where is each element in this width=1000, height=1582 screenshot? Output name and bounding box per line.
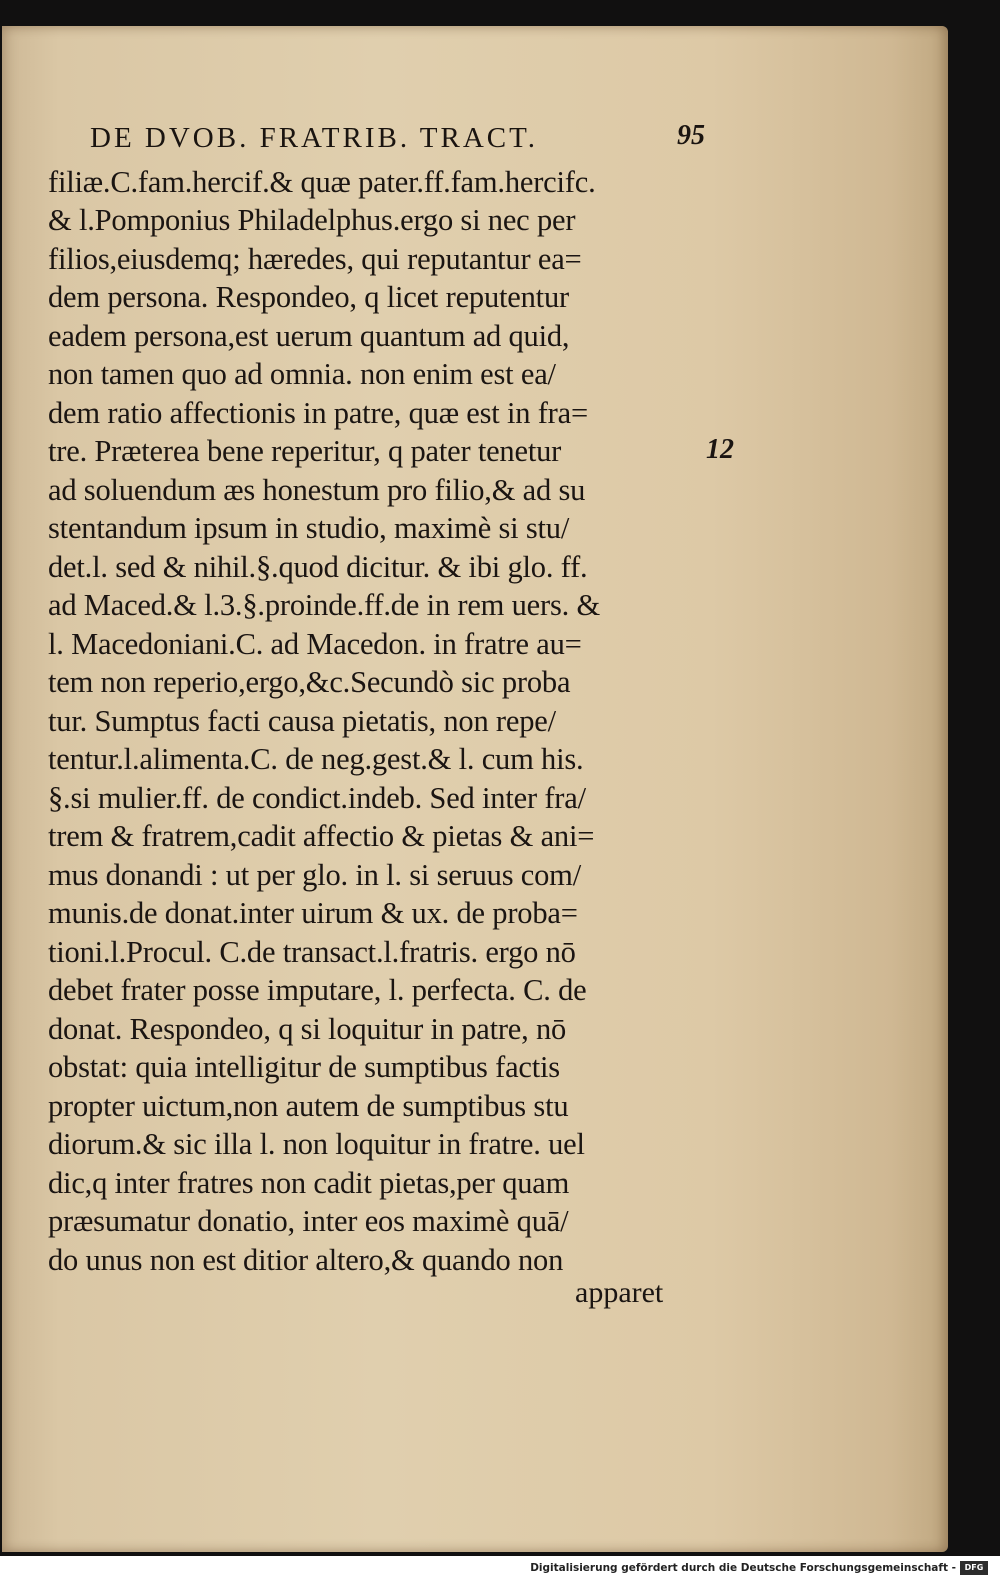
page-number: 95 xyxy=(677,120,705,151)
text-line: dic,q inter fratres non cadit pietas,per quam xyxy=(48,1166,570,1200)
margin-note-number: 12 xyxy=(706,434,734,465)
text-line: filios,eiusdemq; hæredes, qui reputantur ea= xyxy=(48,242,582,276)
text-line: donat. Respondeo, q si loquitur in patre, nō xyxy=(48,1012,567,1046)
text-line: diorum.& sic illa l. non loquitur in fratre. uel xyxy=(48,1127,585,1161)
text-line: obstat: quia intelligitur de sumptibus factis xyxy=(48,1050,560,1084)
text-line: mus donandi : ut per glo. in l. si seruus com/ xyxy=(48,858,581,892)
dfg-logo-icon: DFG xyxy=(960,1561,988,1575)
text-line: filiæ.C.fam.hercif.& quæ pater.ff.fam.hercifc. xyxy=(48,165,596,199)
running-title: DE DVOB. FRATRIB. TRACT. xyxy=(90,122,538,154)
text-line: do unus non est ditior altero,& quando non xyxy=(48,1243,564,1277)
text-line: ad soluendum æs honestum pro filio,& ad su xyxy=(48,473,586,507)
text-line: l. Macedoniani.C. ad Macedon. in fratre au= xyxy=(48,627,582,661)
text-line: & l.Pomponius Philadelphus.ergo si nec per xyxy=(48,203,576,237)
text-line: ad Maced.& l.3.§.proinde.ff.de in rem uers. & xyxy=(48,588,600,622)
text-line: tem non reperio,ergo,&c.Secundò sic proba xyxy=(48,665,571,699)
credit-bar xyxy=(0,1556,1000,1582)
running-head xyxy=(90,120,705,164)
text-line: eadem persona,est uerum quantum ad quid, xyxy=(48,319,570,353)
text-line: tentur.l.alimenta.C. de neg.gest.& l. cum his. xyxy=(48,742,584,776)
text-line: non tamen quo ad omnia. non enim est ea/ xyxy=(48,357,556,391)
text-line: dem persona. Respondeo, q licet reputentur xyxy=(48,280,569,314)
text-line: debet frater posse imputare, l. perfecta. C. de xyxy=(48,973,587,1007)
digitization-credit: Digitalisierung gefördert durch die Deutsche Forschungsgemeinschaft - xyxy=(530,1562,956,1574)
text-line: tioni.l.Procul. C.de transact.l.fratris. ergo nō xyxy=(48,935,576,969)
catchword: apparet xyxy=(575,1276,664,1309)
text-line: §.si mulier.ff. de condict.indeb. Sed inter fra/ xyxy=(48,781,586,815)
text-line: tre. Præterea bene reperitur, q pater tenetur xyxy=(48,434,562,468)
text-line: stentandum ipsum in studio, maximè si stu/ xyxy=(48,511,570,545)
text-line: dem ratio affectionis in patre, quæ est in fra= xyxy=(48,396,588,430)
text-line: munis.de donat.inter uirum & ux. de proba= xyxy=(48,896,578,930)
text-line: det.l. sed & nihil.§.quod dicitur. & ibi glo. ff. xyxy=(48,550,588,584)
text-line: propter uictum,non autem de sumptibus stu xyxy=(48,1089,569,1123)
text-line: tur. Sumptus facti causa pietatis, non repe/ xyxy=(48,704,556,738)
text-line: trem & fratrem,cadit affectio & pietas & ani= xyxy=(48,819,595,853)
text-line: præsumatur donatio, inter eos maximè quā/ xyxy=(48,1204,569,1238)
